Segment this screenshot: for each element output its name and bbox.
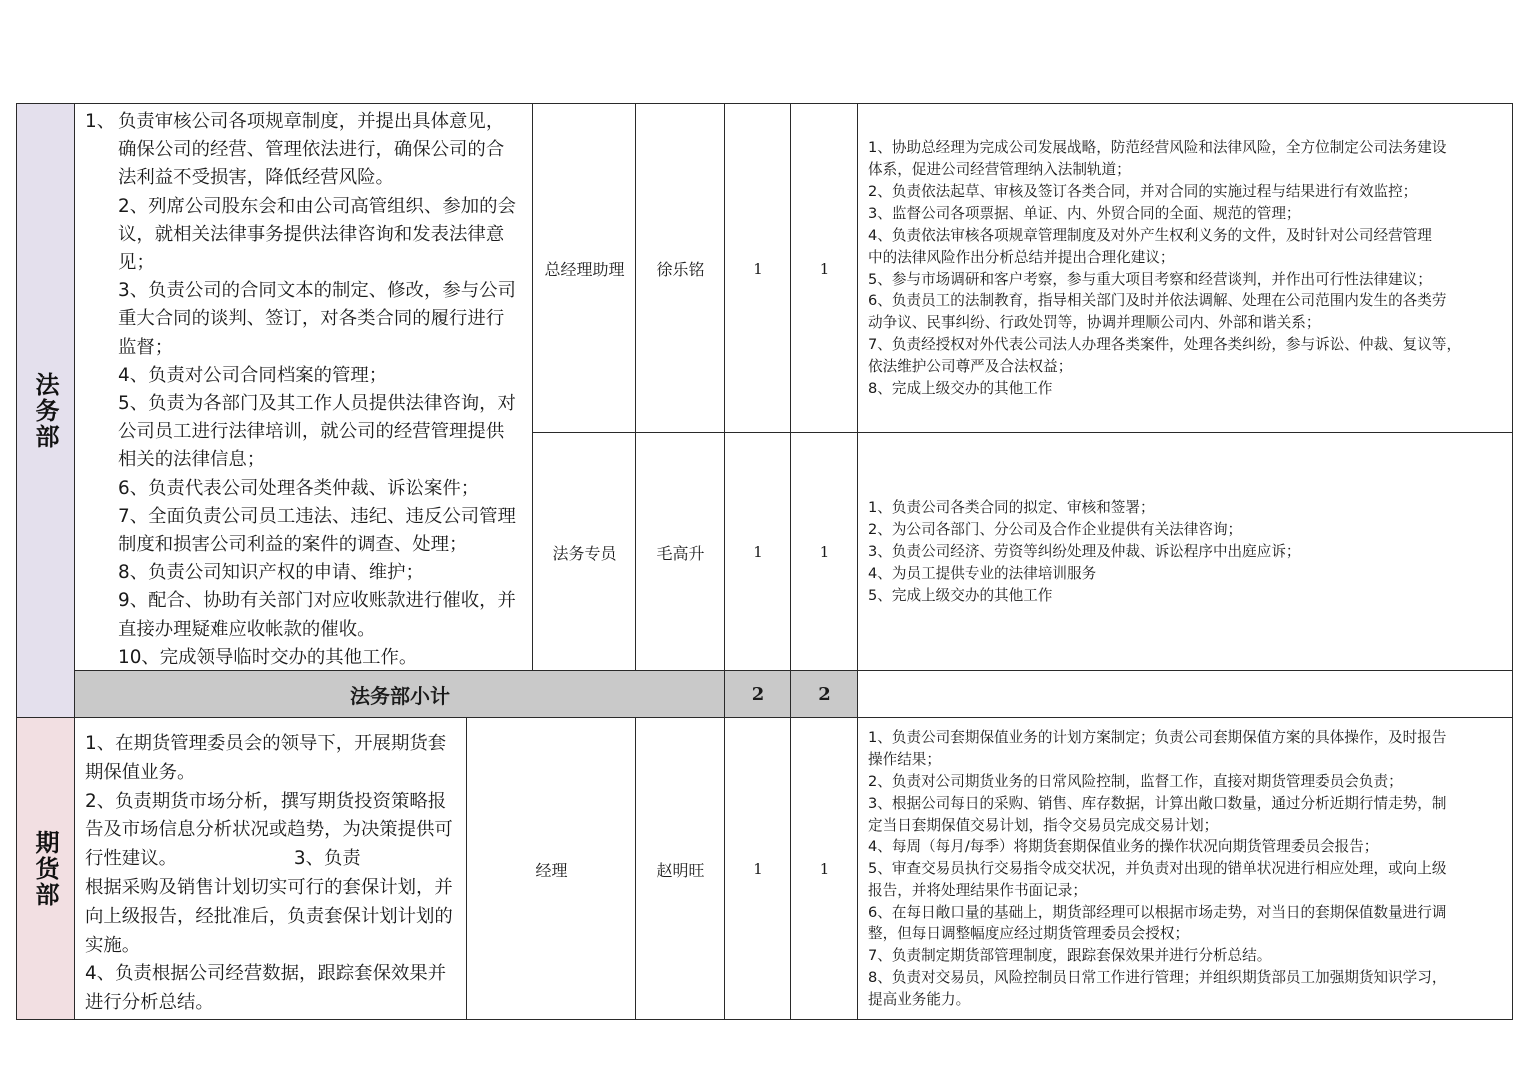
futures-duty-line: 期保值业务。	[85, 761, 196, 783]
responsibility-line: 3、根据公司每日的采购、销售、库存数据，计算出敞口数量，通过分析近期行情走势，制	[868, 794, 1447, 812]
position-title: 经理	[535, 860, 568, 880]
futures-dept-name: 期货部	[31, 830, 59, 908]
grid-line	[75, 670, 1513, 671]
legal-duty-line: 5、负责为各部门及其工作人员提供法律咨询，对	[118, 393, 516, 415]
actual-headcount: 1	[819, 543, 830, 561]
legal-duty-line: 法利益不受损害，降低经营风险。	[118, 167, 394, 189]
responsibility-line: 4、负责依法审核各项规章管理制度及对外产生权利义务的文件，及时针对公司经营管理	[868, 226, 1432, 244]
responsibility-line: 2、负责对公司期货业务的日常风险控制，监督工作，直接对期货管理委员会负责；	[868, 772, 1403, 790]
legal-duty-line: 公司员工进行法律培训，就公司的经营管理提供	[118, 421, 505, 443]
responsibility-line: 依法维护公司尊严及合法权益；	[868, 358, 1073, 376]
responsibility-line: 定当日套期保值交易计划，指令交易员完成交易计划；	[868, 816, 1219, 834]
futures-duty-line: 1、在期货管理委员会的领导下，开展期货套	[85, 733, 447, 754]
legal-duty-text: 负责审核公司各项规章制度，并提出具体意见，	[118, 111, 505, 132]
responsibility-line: 6、负责员工的法制教育，指导相关部门及时并依法调解、处理在公司范围内发生的各类劳	[868, 292, 1447, 310]
actual-headcount: 1	[819, 259, 830, 278]
responsibility-line: 2、为公司各部门、分公司及合作企业提供有关法律咨询；	[868, 521, 1243, 539]
grid-line	[532, 103, 533, 671]
grid-line	[790, 103, 791, 1020]
position-responsibilities	[858, 433, 1512, 671]
responsibility-line: 5、参与市场调研和客户考察，参与重大项目考察和经营谈判，并作出可行性法律建议；	[868, 270, 1432, 288]
responsibility-line: 2、负责依法起草、审核及签订各类合同，并对合同的实施过程与结果进行有效监控；	[868, 182, 1418, 200]
person-name: 赵明旺	[656, 860, 705, 880]
legal-duty-line: 8、负责公司知识产权的申请、维护；	[118, 562, 424, 584]
legal-duty-number: 1、	[85, 111, 116, 132]
futures-duty-line: 进行分析总结。	[85, 992, 214, 1014]
legal-duty-line: 相关的法律信息；	[118, 449, 266, 471]
grid-line	[635, 103, 636, 671]
actual-headcount: 1	[819, 860, 830, 878]
legal-dept-cell	[16, 104, 75, 718]
responsibility-line: 中的法律风险作出分析总结并提出合理化建议；	[868, 248, 1175, 266]
responsibility-line: 报告，并将处理结果作书面记录；	[868, 881, 1087, 899]
legal-duty-line: 3、负责公司的合同文本的制定、修改，参与公司	[118, 280, 516, 302]
planned-headcount: 1	[753, 543, 763, 561]
legal-duty-line: 议，就相关法律事务提供法律咨询和发表法律意	[118, 223, 505, 245]
subtotal-label: 法务部小计	[350, 684, 450, 708]
futures-duty-line: 2、负责期货市场分析，撰写期货投资策略报	[85, 790, 447, 812]
legal-duty-line	[85, 108, 525, 136]
responsibility-line: 1、协助总经理为完成公司发展战略，防范经营风险和法律风险，全方位制定公司法务建设	[868, 139, 1447, 157]
futures-duty-line: 向上级报告，经批准后，负责套保计划计划的	[85, 905, 453, 927]
responsibility-line: 3、监督公司各项票据、单证、内、外贸合同的全面、规范的管理；	[868, 204, 1301, 222]
responsibility-line: 1、负责公司各类合同的拟定、审核和签署；	[868, 499, 1155, 517]
legal-duty-line: 直接办理疑难应收帐款的催收。	[118, 618, 376, 640]
responsibility-line: 3、负责公司经济、劳资等纠纷处理及仲裁、诉讼程序中出庭应诉；	[868, 543, 1301, 561]
futures-duty-line: 行性建议。 3、负责	[85, 848, 361, 870]
legal-duty-line: 9、配合、协助有关部门对应收账款进行催收，并	[118, 590, 516, 612]
legal-duty-line: 监督；	[118, 336, 174, 358]
responsibility-list	[868, 727, 1446, 1010]
grid-line	[635, 718, 636, 1020]
legal-duty-line: 2、列席公司股东会和由公司高管组织、参加的会	[118, 195, 516, 217]
subtotal-planned: 2	[751, 684, 765, 705]
futures-duty-line: 根据采购及销售计划切实可行的套保计划，并	[85, 876, 453, 898]
responsibility-line: 1、负责公司套期保值业务的计划方案制定；负责公司套期保值方案的具体操作，及时报告	[868, 729, 1447, 747]
grid-line	[16, 717, 1513, 718]
responsibility-line: 8、完成上级交办的其他工作	[868, 380, 1053, 398]
responsibility-line: 4、每周（每月/每季）将期货套期保值业务的操作状况向期货管理委员会报告；	[868, 838, 1379, 856]
futures-dept-cell	[16, 718, 75, 1020]
grid-line	[16, 1019, 1513, 1020]
responsibility-line: 5、审查交易员执行交易指令成交状况，并负责对出现的错单状况进行相应处理，或向上级	[868, 860, 1447, 878]
person-name: 徐乐铭	[656, 260, 705, 279]
responsibility-line: 6、在每日敞口量的基础上，期货部经理可以根据市场走势，对当日的套期保值数量进行调	[868, 903, 1447, 921]
grid-line	[16, 103, 1513, 104]
responsibility-line: 整，但每日调整幅度应经过期货管理委员会授权；	[868, 925, 1190, 943]
responsibility-line: 动争议、民事纠纷、行政处罚等，协调并理顺公司内、外部和谐关系；	[868, 314, 1321, 332]
responsibility-line: 操作结果；	[868, 751, 941, 769]
position-responsibilities	[858, 718, 1512, 1020]
legal-duties	[75, 104, 533, 671]
futures-duty-line: 实施。	[85, 934, 141, 956]
legal-duty-line: 见；	[118, 252, 155, 274]
position-responsibilities	[858, 104, 1512, 433]
grid-line	[857, 103, 858, 1020]
responsibility-line: 4、为员工提供专业的法律培训服务	[868, 564, 1097, 582]
person-name: 毛高升	[656, 543, 705, 563]
grid-line	[1512, 103, 1513, 1020]
legal-dept-name: 法务部	[31, 372, 59, 450]
futures-duties	[75, 718, 467, 1020]
responsibility-list	[868, 497, 1301, 607]
legal-duty-line: 制度和损害公司利益的案件的调查、处理；	[118, 534, 468, 556]
responsibility-line: 5、完成上级交办的其他工作	[868, 586, 1053, 604]
planned-headcount: 1	[753, 860, 763, 878]
responsibility-line: 7、负责经授权对外代表公司法人办理各类案件，处理各类纠纷，参与诉讼、仲裁、复议等，	[868, 336, 1462, 354]
responsibility-line: 体系，促进公司经营管理纳入法制轨道；	[868, 160, 1131, 178]
responsibility-line: 8、负责对交易员，风险控制员日常工作进行管理；并组织期货部员工加强期货知识学习，	[868, 969, 1447, 987]
legal-duty-line: 4、负责对公司合同档案的管理；	[118, 364, 388, 386]
position-title: 法务专员	[552, 543, 617, 563]
subtotal-actual: 2	[818, 684, 831, 705]
responsibility-line: 7、负责制定期货部管理制度，跟踪套保效果并进行分析总结。	[868, 947, 1272, 965]
futures-duty-line: 告及市场信息分析状况或趋势，为决策提供可	[85, 819, 453, 841]
grid-line	[533, 432, 1513, 433]
legal-duty-line: 6、负责代表公司处理各类仲裁、诉讼案件；	[118, 477, 480, 499]
grid-line	[16, 103, 17, 1020]
grid-line	[724, 103, 725, 1020]
grid-line	[466, 718, 467, 1020]
legal-duty-line: 7、全面负责公司员工违法、违纪、违反公司管理	[118, 505, 516, 527]
legal-duty-line: 10、完成领导临时交办的其他工作。	[118, 646, 418, 668]
position-title: 总经理助理	[544, 260, 625, 279]
legal-duty-line: 重大合同的谈判、签订，对各类合同的履行进行	[118, 308, 505, 330]
grid-line	[74, 103, 75, 1020]
responsibility-line: 提高业务能力。	[868, 990, 971, 1008]
futures-duty-line: 4、负责根据公司经营数据，跟踪套保效果并	[85, 963, 447, 985]
responsibility-list	[868, 137, 1461, 400]
planned-headcount: 1	[753, 259, 763, 278]
legal-duty-line: 确保公司的经营、管理依法进行，确保公司的合	[118, 139, 505, 161]
